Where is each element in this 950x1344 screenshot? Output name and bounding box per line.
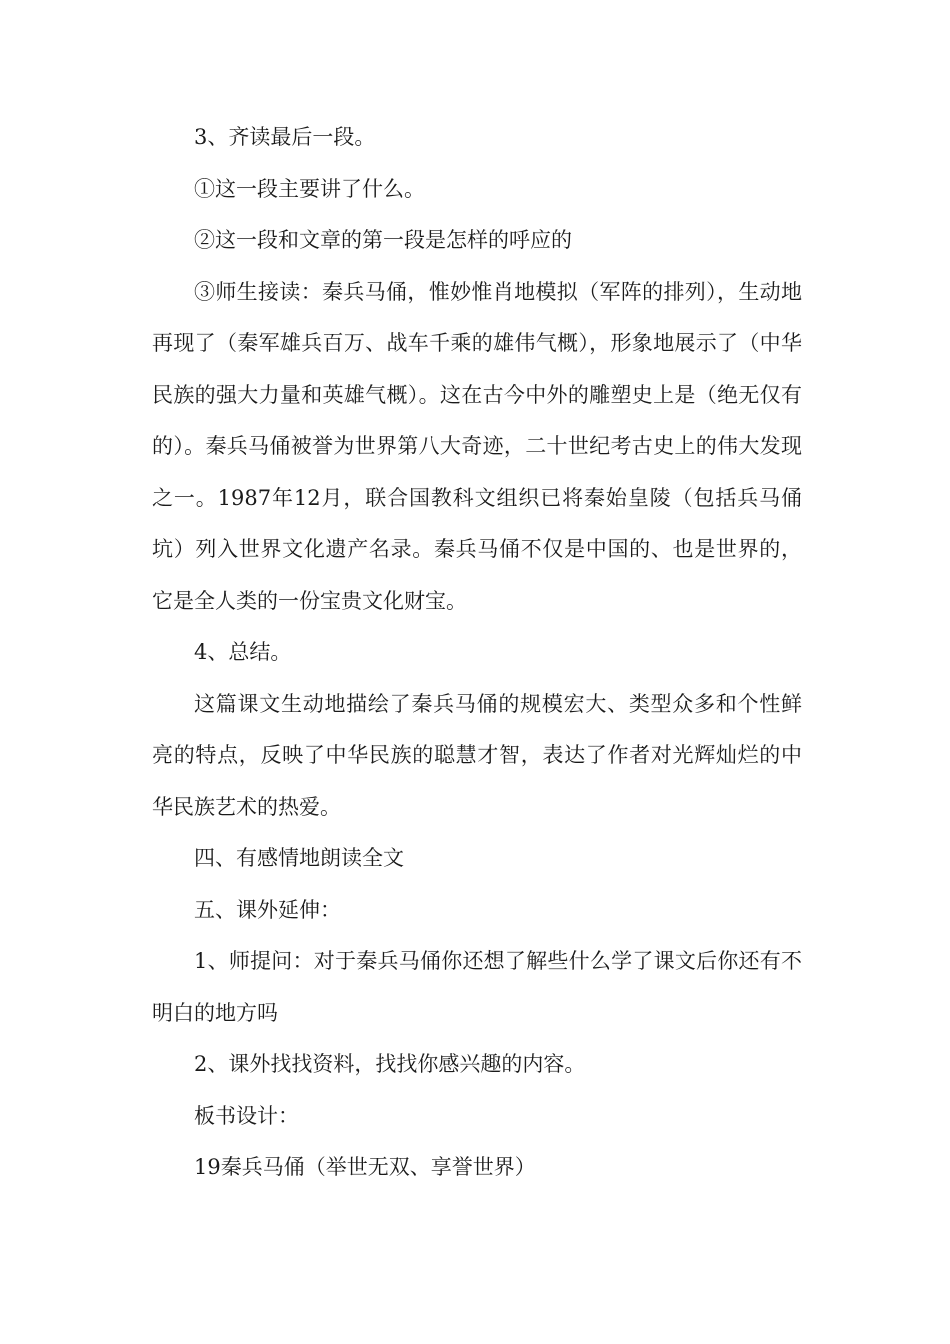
- paragraph-extension-1: 1、师提问：对于秦兵马俑你还想了解些什么学了课文后你还有不明白的地方吗: [152, 949, 802, 1025]
- paragraph-board-design-heading: 板书设计：: [194, 1103, 299, 1128]
- paragraph-step4-heading: 4、总结。: [194, 640, 292, 664]
- paragraph-section-4-heading: 四、有感情地朗读全文: [194, 846, 404, 870]
- paragraph-question-2: ②这一段和文章的第一段是怎样的呼应的: [194, 228, 572, 252]
- paragraph-summary: 这篇课文生动地描绘了秦兵马俑的规模宏大、类型众多和个性鲜亮的特点，反映了中华民族的聪慧才智，表达了作者对光辉灿烂的中华民族艺术的热爱。: [152, 691, 802, 819]
- paragraph-teacher-student-reading: ③师生接读：秦兵马俑，惟妙惟肖地模拟（军阵的排列），生动地再现了（秦军雄兵百万、战车千乘的雄伟气概），形象地展示了（中华民族的强大力量和英雄气概）。这在古今中外的雕塑史上是（绝无仅有的）。秦兵马俑被誉为世界第八大奇迹，二十世纪考古史上的伟大发现之一。1987年12月，联合国教科文组织已将秦始皇陵（包括兵马俑坑）列入世界文化遗产名录。秦兵马俑不仅是中国的、也是世界的，它是全人类的一份宝贵文化财宝。: [152, 279, 802, 613]
- document-body: [152, 112, 802, 1194]
- paragraph-section-5-heading: 五、课外延伸：: [194, 897, 341, 922]
- paragraph-extension-2: 2、课外找找资料，找找你感兴趣的内容。: [194, 1052, 586, 1076]
- paragraph-step3-heading: 3、齐读最后一段。: [194, 125, 376, 149]
- paragraph-question-1: ①这一段主要讲了什么。: [194, 176, 425, 201]
- paragraph-board-design-title: 19秦兵马俑（举世无双、享誉世界）: [194, 1155, 536, 1179]
